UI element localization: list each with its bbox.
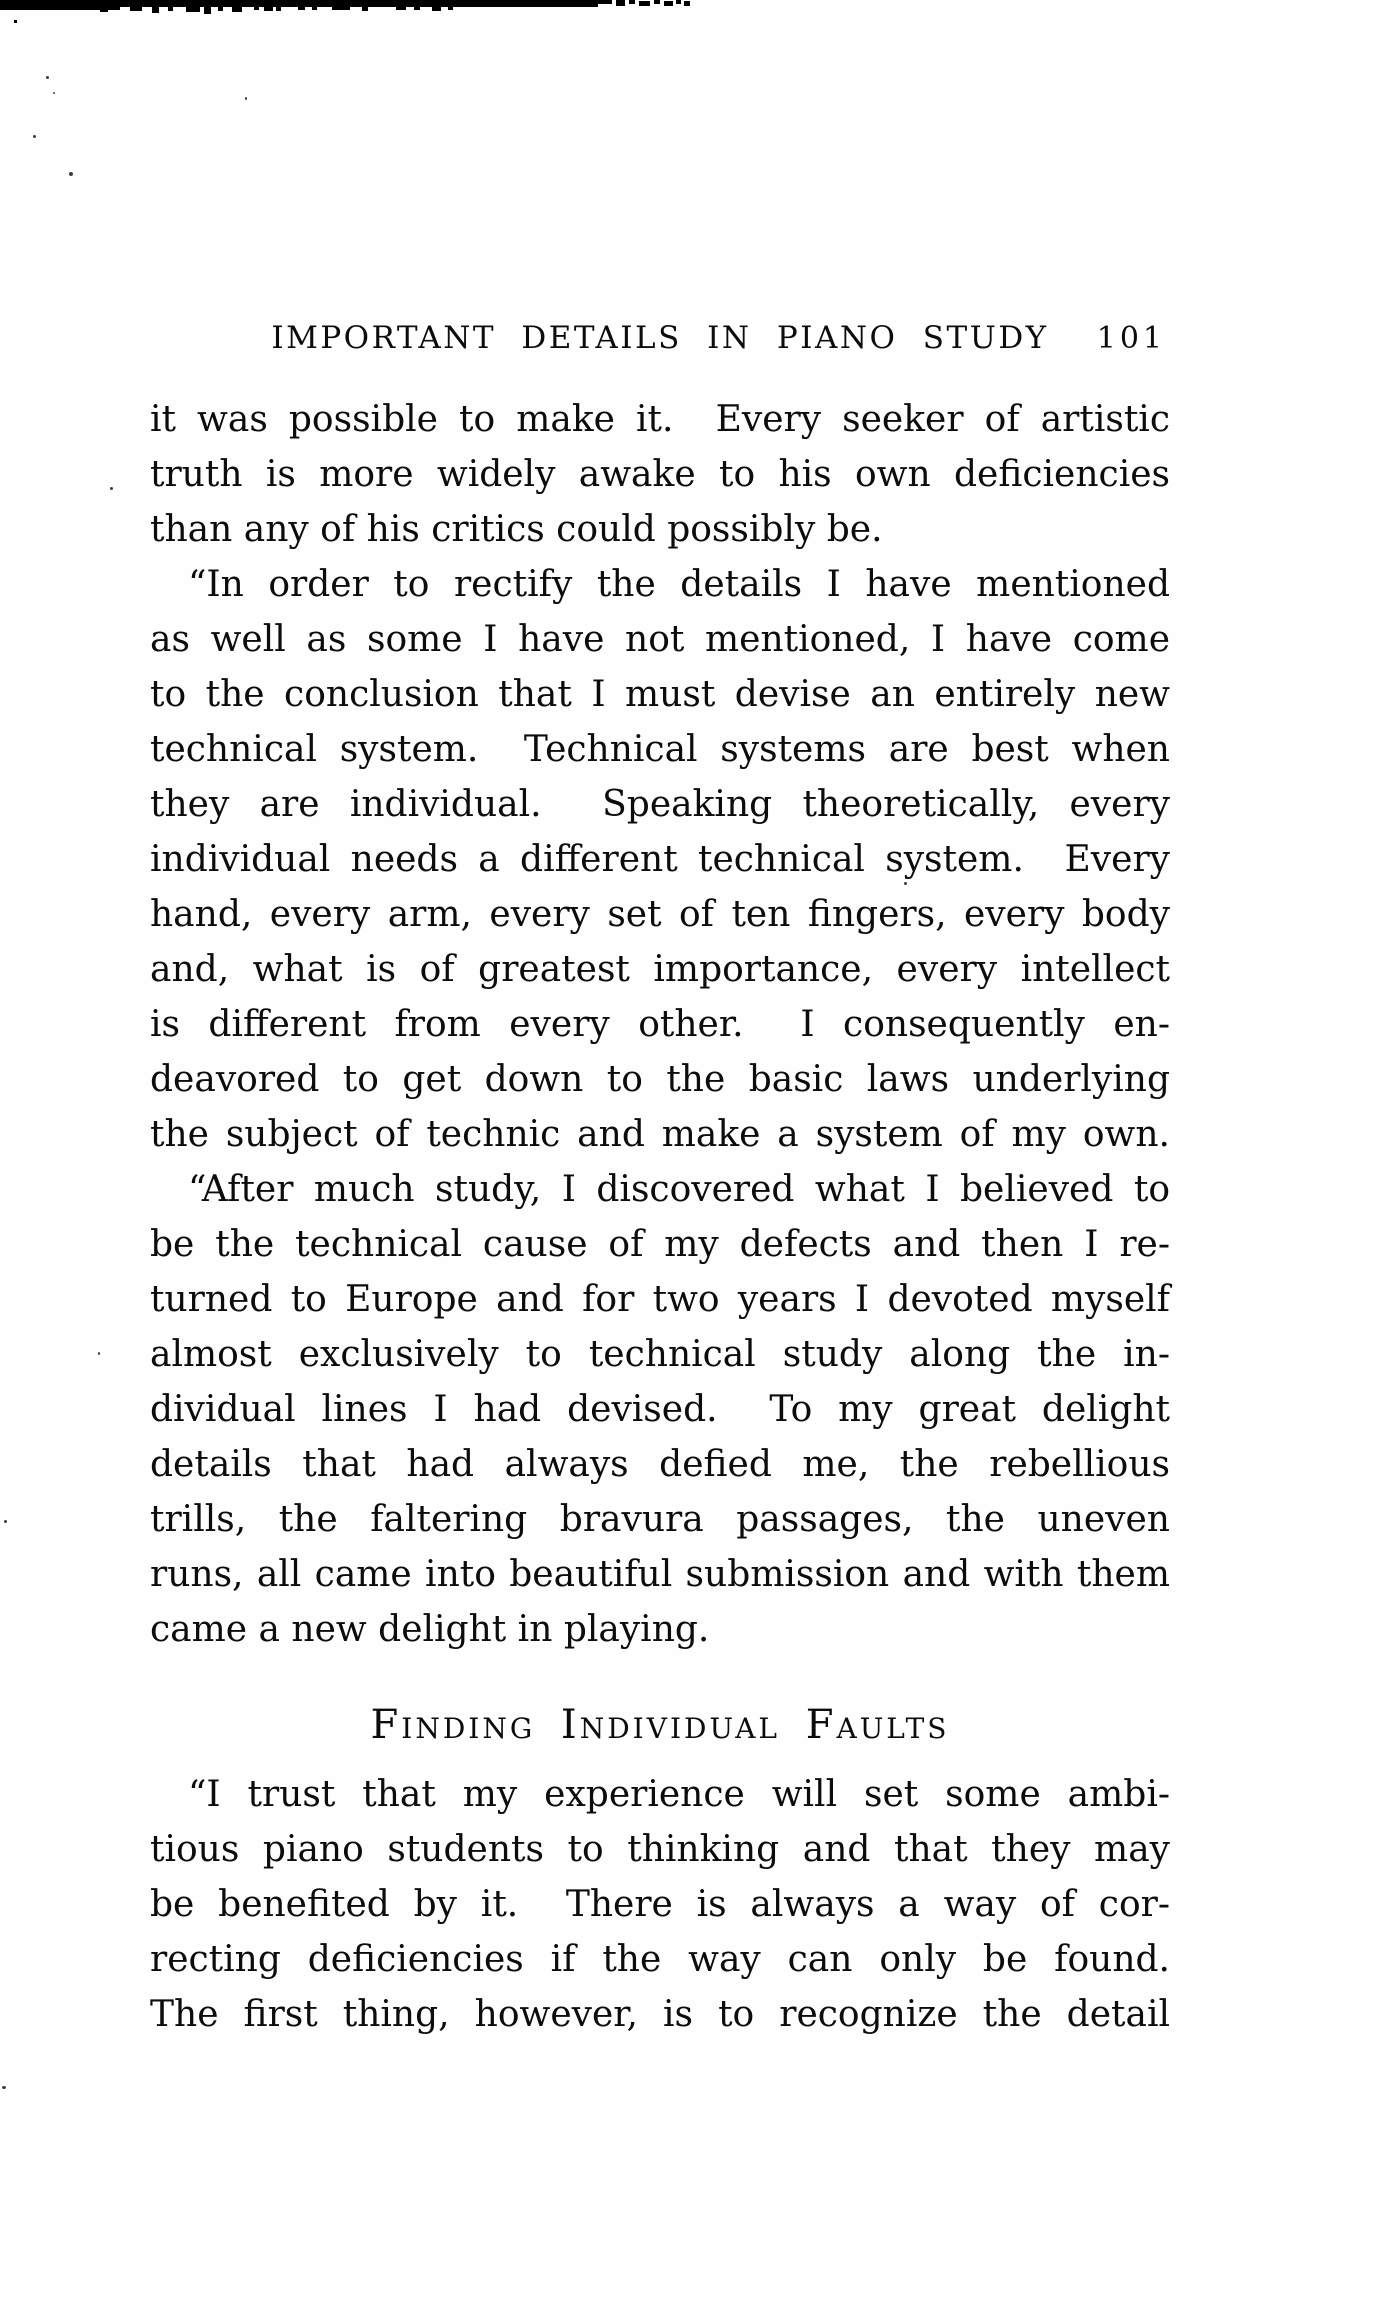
text-line: the subject of technic and make a system of my own.	[150, 1114, 1170, 1155]
text-line: came a new delight in playing.	[150, 1609, 710, 1650]
text-line: as well as some I have not mentioned, I have come	[150, 619, 1170, 660]
text-line: The first thing, however, is to recognize the detail	[150, 1994, 1170, 2035]
scan-speck	[245, 97, 247, 100]
scan-speck	[904, 882, 907, 885]
text-line: turned to Europe and for two years I devoted myself	[150, 1279, 1170, 1320]
text-line: is different from every other. I consequently en-	[150, 1004, 1170, 1045]
scan-speck	[53, 92, 55, 94]
text-block	[150, 392, 1170, 2042]
scan-speck	[46, 76, 49, 79]
text-line: it was possible to make it. Every seeker of artistic	[150, 399, 1170, 440]
scan-speck	[110, 487, 113, 490]
paragraph	[150, 1767, 1170, 2042]
scan-speck	[4, 1520, 7, 1523]
scan-speck	[98, 1352, 100, 1355]
text-line: dividual lines I had devised. To my great delight	[150, 1389, 1170, 1430]
text-line: truth is more widely awake to his own deficiencies	[150, 454, 1170, 495]
text-line: they are individual. Speaking theoretically, every	[150, 784, 1170, 825]
text-line: than any of his critics could possibly be.	[150, 509, 883, 550]
running-header	[150, 320, 1170, 362]
text-line: technical system. Technical systems are best when	[150, 729, 1170, 770]
text-line: runs, all came into beautiful submission and with them	[150, 1554, 1170, 1595]
scan-speck	[2, 2086, 6, 2089]
text-line: and, what is of greatest importance, every intellect	[150, 949, 1170, 990]
text-line: to the conclusion that I must devise an entirely new	[150, 674, 1170, 715]
paragraph	[150, 557, 1170, 1162]
text-line: trills, the faltering bravura passages, the uneven	[150, 1499, 1170, 1540]
paragraph	[150, 1162, 1170, 1657]
text-line: be the technical cause of my defects and then I re-	[150, 1224, 1170, 1265]
text-line: “In order to rectify the details I have mentioned	[188, 564, 1170, 605]
text-line: hand, every arm, every set of ten fingers, every body	[150, 894, 1170, 935]
scan-edge-artifact	[0, 0, 700, 28]
text-line: “After much study, I discovered what I believed to	[188, 1169, 1170, 1210]
text-line: “I trust that my experience will set some ambi-	[188, 1774, 1170, 1815]
text-line: recting deficiencies if the way can only be found.	[150, 1939, 1170, 1980]
scan-speck	[69, 172, 73, 176]
text-line: tious piano students to thinking and that they may	[150, 1829, 1170, 1870]
paragraph	[150, 392, 1170, 557]
running-header-title: IMPORTANT DETAILS IN PIANO STUDY	[271, 320, 1049, 356]
text-line: individual needs a different technical system. Every	[150, 839, 1170, 880]
text-line: be benefited by it. There is always a way of cor-	[150, 1884, 1170, 1925]
text-line: almost exclusively to technical study along the in-	[150, 1334, 1170, 1375]
scan-speck	[33, 135, 36, 138]
text-line: deavored to get down to the basic laws underlying	[150, 1059, 1170, 1100]
text-line: details that had always defied me, the rebellious	[150, 1444, 1170, 1485]
page-number: 101	[1096, 321, 1166, 356]
section-heading: Finding Individual Faults	[370, 1702, 950, 1748]
